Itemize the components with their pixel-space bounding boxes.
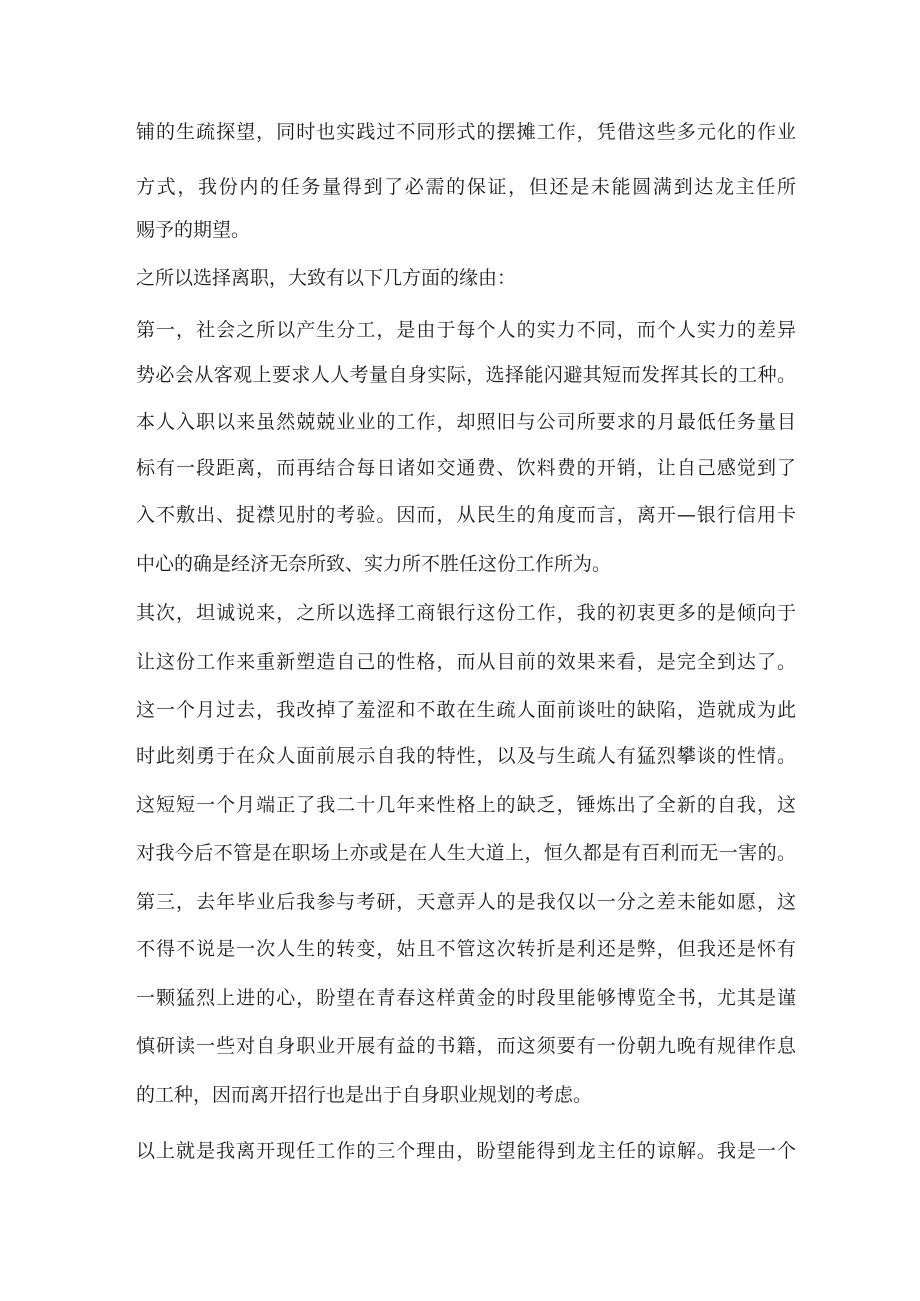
text-line: 对我今后不管是在职场上亦或是在人生大道上，恒久都是有百利而无一害的。	[136, 842, 796, 864]
text-line: 以上就是我离开现任工作的三个理由，盼望能得到龙主任的谅解。我是一个	[136, 1140, 796, 1162]
text-line: 势必会从客观上要求人人考量自身实际，选择能闪避其短而发挥其长的工种。	[136, 364, 796, 386]
text-line: 时此刻勇于在众人面前展示自我的特性，以及与生疏人有猛烈攀谈的性情。	[136, 745, 796, 767]
text-line: 让这份工作来重新塑造自己的性格，而从目前的效果来看，是完全到达了。	[136, 651, 796, 673]
text-line: 标有一段距离，而再结合每日诸如交通费、饮料费的开销，让自己感觉到了	[136, 457, 796, 479]
text-line: 第一，社会之所以产生分工，是由于每个人的实力不同，而个人实力的差异	[136, 319, 796, 341]
text-line: 其次，坦诚说来，之所以选择工商银行这份工作，我的初衷更多的是倾向于	[136, 602, 796, 624]
text-line: 这短短一个月端正了我二十几年来性格上的缺乏，锤炼出了全新的自我，这	[136, 794, 796, 816]
text-line: 中心的确是经济无奈所致、实力所不胜任这份工作所为。	[136, 553, 612, 575]
text-line: 入不敷出、捉襟见肘的考验。因而，从民生的角度而言，离开—银行信用卡	[136, 504, 796, 526]
text-line: 不得不说是一次人生的转变，姑且不管这次转折是利还是弊，但我还是怀有	[136, 938, 796, 960]
text-line: 第三，去年毕业后我参与考研，天意弄人的是我仅以一分之差未能如愿，这	[136, 891, 796, 913]
text-line: 之所以选择离职，大致有以下几方面的缘由：	[136, 267, 517, 289]
text-line: 这一个月过去，我改掉了羞涩和不敢在生疏人面前谈吐的缺陷，造就成为此	[136, 699, 796, 721]
text-line: 铺的生疏探望，同时也实践过不同形式的摆摊工作，凭借这些多元化的作业	[136, 121, 796, 143]
text-line: 方式，我份内的任务量得到了必需的保证，但还是未能圆满到达龙主任所	[136, 176, 796, 198]
text-line: 的工种，因而离开招行也是出于自身职业规划的考虑。	[136, 1084, 593, 1106]
text-line: 一颗猛烈上进的心，盼望在青春这样黄金的时段里能够博览全书，尤其是谨	[136, 987, 796, 1009]
text-line: 赐予的期望。	[136, 219, 251, 241]
text-line: 本人入职以来虽然兢兢业业的工作，却照旧与公司所要求的月最低任务量目	[136, 411, 796, 433]
text-line: 慎研读一些对自身职业开展有益的书籍，而这须要有一份朝九晚有规律作息	[136, 1035, 796, 1057]
